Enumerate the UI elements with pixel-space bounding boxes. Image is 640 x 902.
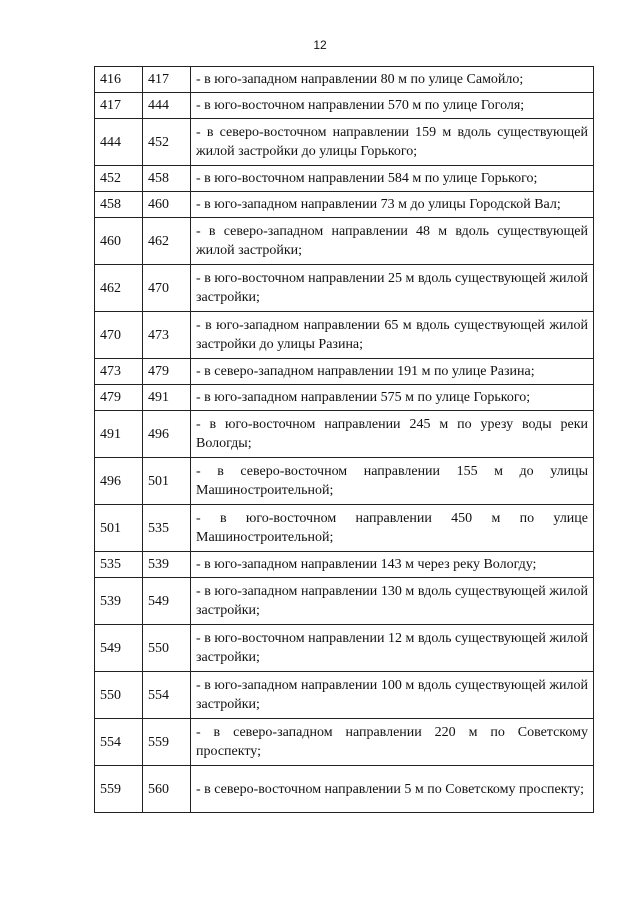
point-from: 550	[95, 672, 143, 719]
route-description: - в юго-западном направлении 575 м по улице Горького;	[191, 385, 594, 411]
table-row	[95, 766, 594, 813]
table-row	[95, 411, 594, 458]
table-row	[95, 552, 594, 578]
point-to: 491	[143, 385, 191, 411]
point-to: 452	[143, 119, 191, 166]
point-from: 549	[95, 625, 143, 672]
point-to: 462	[143, 218, 191, 265]
point-from: 491	[95, 411, 143, 458]
route-table	[94, 66, 594, 813]
route-description: - в северо-западном направлении 48 м вдоль существующей жилой застройки;	[191, 218, 594, 265]
point-from: 417	[95, 93, 143, 119]
route-description: - в юго-западном направлении 65 м вдоль существующей жилой застройки до улицы Разина;	[191, 312, 594, 359]
point-to: 554	[143, 672, 191, 719]
point-to: 417	[143, 67, 191, 93]
point-to: 444	[143, 93, 191, 119]
table-row	[95, 119, 594, 166]
table-row	[95, 218, 594, 265]
route-description: - в северо-восточном направлении 5 м по Советскому проспекту;	[191, 766, 594, 813]
point-from: 554	[95, 719, 143, 766]
point-to: 550	[143, 625, 191, 672]
point-from: 416	[95, 67, 143, 93]
point-from: 539	[95, 578, 143, 625]
table-row	[95, 166, 594, 192]
route-description: - в северо-западном направлении 191 м по улице Разина;	[191, 359, 594, 385]
point-to: 559	[143, 719, 191, 766]
point-from: 496	[95, 458, 143, 505]
point-to: 458	[143, 166, 191, 192]
route-description: - в юго-восточном направлении 245 м по урезу воды реки Вологды;	[191, 411, 594, 458]
point-to: 535	[143, 505, 191, 552]
point-from: 479	[95, 385, 143, 411]
point-from: 473	[95, 359, 143, 385]
point-to: 560	[143, 766, 191, 813]
page-number: 12	[313, 38, 327, 52]
point-from: 470	[95, 312, 143, 359]
route-description: - в северо-восточном направлении 155 м до улицы Машиностроительной;	[191, 458, 594, 505]
point-to: 460	[143, 192, 191, 218]
table-row	[95, 312, 594, 359]
point-to: 549	[143, 578, 191, 625]
table-row	[95, 719, 594, 766]
route-description: - в юго-восточном направлении 12 м вдоль существующей жилой застройки;	[191, 625, 594, 672]
point-to: 496	[143, 411, 191, 458]
table-row	[95, 93, 594, 119]
point-from: 458	[95, 192, 143, 218]
table-row	[95, 458, 594, 505]
route-description: - в юго-восточном направлении 450 м по улице Машиностроительной;	[191, 505, 594, 552]
point-from: 559	[95, 766, 143, 813]
point-from: 535	[95, 552, 143, 578]
point-from: 444	[95, 119, 143, 166]
table-row	[95, 192, 594, 218]
route-description: - в северо-западном направлении 220 м по Советскому проспекту;	[191, 719, 594, 766]
route-description: - в юго-западном направлении 80 м по улице Самойло;	[191, 67, 594, 93]
table-row	[95, 672, 594, 719]
table-row	[95, 505, 594, 552]
table-row	[95, 385, 594, 411]
route-description: - в юго-западном направлении 100 м вдоль существующей жилой застройки;	[191, 672, 594, 719]
route-description: - в северо-восточном направлении 159 м вдоль существующей жилой застройки до улицы Горького;	[191, 119, 594, 166]
route-description: - в юго-восточном направлении 25 м вдоль существующей жилой застройки;	[191, 265, 594, 312]
route-description: - в юго-западном направлении 130 м вдоль существующей жилой застройки;	[191, 578, 594, 625]
table-row	[95, 625, 594, 672]
point-from: 460	[95, 218, 143, 265]
point-to: 501	[143, 458, 191, 505]
point-to: 473	[143, 312, 191, 359]
point-from: 462	[95, 265, 143, 312]
route-description: - в юго-западном направлении 143 м через реку Вологду;	[191, 552, 594, 578]
table-row	[95, 265, 594, 312]
table-row	[95, 359, 594, 385]
route-description: - в юго-восточном направлении 584 м по улице Горького;	[191, 166, 594, 192]
route-description: - в юго-восточном направлении 570 м по улице Гоголя;	[191, 93, 594, 119]
table-row	[95, 67, 594, 93]
table-row	[95, 578, 594, 625]
point-to: 470	[143, 265, 191, 312]
point-from: 501	[95, 505, 143, 552]
route-description: - в юго-западном направлении 73 м до улицы Городской Вал;	[191, 192, 594, 218]
point-to: 479	[143, 359, 191, 385]
point-to: 539	[143, 552, 191, 578]
point-from: 452	[95, 166, 143, 192]
